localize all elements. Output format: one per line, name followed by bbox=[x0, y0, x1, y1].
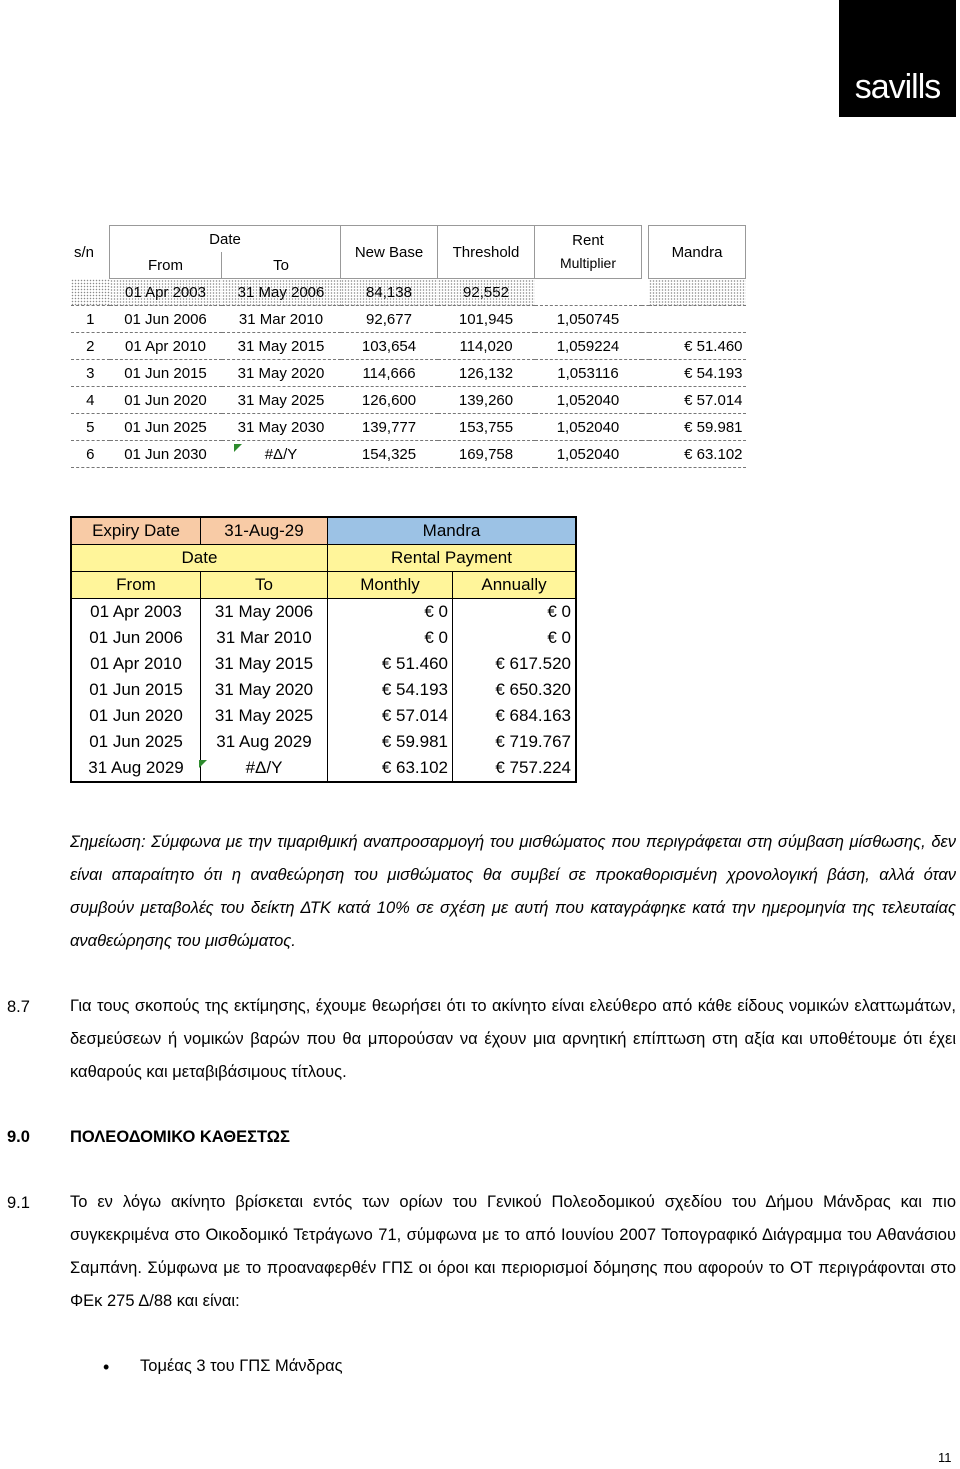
section-9-1-text: Το εν λόγω ακίνητο βρίσκεται εντός των ορίων του Γενικού Πολεοδομικού σχεδίου του Δήμου Μάνδρας και πιο συγκεκριμένα στο Οικοδομικό Τετράγωνο 71, σύμφωνα με το από Ιουνίου 2007 Τοπογραφικό Διάγραμμα του Αθανάσιου Σαμπάνη. Σύμφωνα με το προαναφερθέν ΓΠΣ οι όροι και περιορισμοί δόμησης που αφορούν το ΟΤ περιγράφονται στο ΦΕκ 275 Δ/88 και είναι: bbox=[70, 1193, 956, 1310]
table-row bbox=[71, 651, 576, 677]
table-row bbox=[71, 387, 746, 414]
cell-from: 31 Aug 2029 bbox=[71, 755, 201, 782]
cell-multiplier: 1,052040 bbox=[535, 414, 642, 441]
cell-threshold: 126,132 bbox=[438, 360, 535, 387]
cell-from: 01 Jun 2025 bbox=[110, 414, 222, 441]
rent-review-table bbox=[71, 225, 746, 468]
cell-from: 01 Jun 2006 bbox=[110, 306, 222, 333]
cell-from: 01 Jun 2020 bbox=[110, 387, 222, 414]
cell-to: 31 May 2015 bbox=[222, 333, 341, 360]
cell-annually: € 0 bbox=[453, 599, 577, 626]
cell-multiplier: 1,052040 bbox=[535, 441, 642, 468]
cell-monthly: € 63.102 bbox=[328, 755, 453, 782]
cell-from: 01 Jun 2015 bbox=[110, 360, 222, 387]
section-number: 9.1 bbox=[7, 1194, 30, 1212]
cell-threshold: 139,260 bbox=[438, 387, 535, 414]
date-header: Date bbox=[71, 545, 328, 572]
note-paragraph: Σημείωση: Σύμφωνα με την τιμαριθμική αναπροσαρμογή του μισθώματος που περιγράφεται στη σύμβαση μίσθωσης, δεν είναι απαραίτητο ότι η αναθεώρηση του μισθώματος θα συμβεί σε προκαθορισμένη χρονολογική βάση, αλλά όταν συμβούν μεταβολές του δείκτη ΔΤΚ κατά 10% σε σχέση με αυτή που καταγράφηκε κατά την ημερομηνία της τελευταίας αναθεώρησης του μισθώματος. bbox=[70, 833, 956, 950]
from-header: From bbox=[71, 572, 201, 599]
table-row bbox=[71, 333, 746, 360]
cell-to: 31 Aug 2029 bbox=[201, 729, 328, 755]
section-8-7-text: Για τους σκοπούς της εκτίμησης, έχουμε θεωρήσει ότι το ακίνητο είναι ελεύθερο από κάθε είδους νομικών ελαττωμάτων, δεσμεύσεων ή νομικών βαρών που θα μπορούσαν να έχουν μια αρνητική επίπτωση στη αξία και υποθέτουμε ότι έχει καθαρούς και μεταβιβάσιμους τίτλους. bbox=[70, 997, 956, 1081]
header-mandra: Mandra bbox=[649, 226, 746, 279]
cell-from: 01 Apr 2003 bbox=[71, 599, 201, 626]
cell-sn: 3 bbox=[71, 360, 110, 387]
cell-new-base: 103,654 bbox=[341, 333, 438, 360]
expiry-label: Expiry Date bbox=[71, 517, 201, 545]
cell-to: #Δ/Υ bbox=[222, 441, 341, 468]
base-to: 31 May 2006 bbox=[222, 279, 341, 306]
table-row bbox=[71, 625, 576, 651]
cell-from: 01 Jun 2025 bbox=[71, 729, 201, 755]
cell-sn: 5 bbox=[71, 414, 110, 441]
header-threshold: Threshold bbox=[438, 226, 535, 279]
cell-mandra: € 54.193 bbox=[649, 360, 746, 387]
savills-logo bbox=[839, 0, 956, 117]
cell-annually: € 719.767 bbox=[453, 729, 577, 755]
cell-monthly: € 57.014 bbox=[328, 703, 453, 729]
cell-mandra: € 57.014 bbox=[649, 387, 746, 414]
cell-from: 01 Apr 2010 bbox=[110, 333, 222, 360]
cell-annually: € 684.163 bbox=[453, 703, 577, 729]
cell-to: 31 May 2025 bbox=[201, 703, 328, 729]
mandra-header: Mandra bbox=[328, 517, 577, 545]
cell-from: 01 Jun 2015 bbox=[71, 677, 201, 703]
cell-mandra: € 59.981 bbox=[649, 414, 746, 441]
header-rent: Rent bbox=[572, 231, 604, 249]
table-row bbox=[71, 306, 746, 333]
cell-mandra bbox=[649, 306, 746, 333]
cell-sn: 1 bbox=[71, 306, 110, 333]
base-threshold: 92,552 bbox=[438, 279, 535, 306]
to-header: To bbox=[201, 572, 328, 599]
table-row bbox=[71, 360, 746, 387]
base-from: 01 Apr 2003 bbox=[110, 279, 222, 306]
header-sn: s/n bbox=[74, 243, 95, 261]
cell-new-base: 114,666 bbox=[341, 360, 438, 387]
bullet-item: Τομέας 3 του ΓΠΣ Μάνδρας bbox=[140, 1357, 343, 1375]
cell-annually: € 0 bbox=[453, 625, 577, 651]
cell-sn: 6 bbox=[71, 441, 110, 468]
cell-from: 01 Apr 2010 bbox=[71, 651, 201, 677]
header-rent-multiplier bbox=[535, 226, 642, 279]
cell-monthly: € 0 bbox=[328, 625, 453, 651]
header-from: From bbox=[110, 252, 222, 279]
table-row bbox=[71, 441, 746, 468]
expiry-value: 31-Aug-29 bbox=[201, 517, 328, 545]
cell-from: 01 Jun 2006 bbox=[71, 625, 201, 651]
cell-multiplier: 1,050745 bbox=[535, 306, 642, 333]
cell-from: 01 Jun 2030 bbox=[110, 441, 222, 468]
cell-annually: € 650.320 bbox=[453, 677, 577, 703]
cell-to: 31 May 2020 bbox=[222, 360, 341, 387]
cell-to: 31 May 2030 bbox=[222, 414, 341, 441]
section-number: 8.7 bbox=[7, 998, 30, 1016]
cell-multiplier: 1,059224 bbox=[535, 333, 642, 360]
page-number: 11 bbox=[938, 1450, 952, 1465]
cell-new-base: 92,677 bbox=[341, 306, 438, 333]
cell-from: 01 Jun 2020 bbox=[71, 703, 201, 729]
cell-sn: 2 bbox=[71, 333, 110, 360]
header-date: Date bbox=[110, 226, 341, 253]
cell-mandra: € 63.102 bbox=[649, 441, 746, 468]
section-number: 9.0 bbox=[7, 1128, 30, 1146]
cell-threshold: 101,945 bbox=[438, 306, 535, 333]
monthly-header: Monthly bbox=[328, 572, 453, 599]
cell-to: #Δ/Υ bbox=[201, 755, 328, 782]
section-heading: ΠΟΛΕΟΔΟΜΙΚΟ ΚΑΘΕΣΤΩΣ bbox=[70, 1128, 290, 1146]
cell-annually: € 757.224 bbox=[453, 755, 577, 782]
cell-monthly: € 59.981 bbox=[328, 729, 453, 755]
cell-new-base: 126,600 bbox=[341, 387, 438, 414]
cell-threshold: 114,020 bbox=[438, 333, 535, 360]
table-row bbox=[71, 599, 576, 626]
cell-monthly: € 54.193 bbox=[328, 677, 453, 703]
cell-sn: 4 bbox=[71, 387, 110, 414]
header-to: To bbox=[222, 252, 341, 279]
cell-to: 31 May 2020 bbox=[201, 677, 328, 703]
annually-header: Annually bbox=[453, 572, 577, 599]
cell-monthly: € 0 bbox=[328, 599, 453, 626]
rental-payment-header: Rental Payment bbox=[328, 545, 577, 572]
cell-multiplier: 1,053116 bbox=[535, 360, 642, 387]
table-row bbox=[71, 414, 746, 441]
cell-to: 31 Mar 2010 bbox=[222, 306, 341, 333]
header-multiplier: Multiplier bbox=[559, 254, 616, 271]
cell-to: 31 May 2025 bbox=[222, 387, 341, 414]
cell-threshold: 169,758 bbox=[438, 441, 535, 468]
bullet-icon: • bbox=[103, 1357, 110, 1377]
cell-new-base: 139,777 bbox=[341, 414, 438, 441]
table-row bbox=[71, 729, 576, 755]
table-row bbox=[71, 755, 576, 782]
cell-threshold: 153,755 bbox=[438, 414, 535, 441]
cell-to: 31 Mar 2010 bbox=[201, 625, 328, 651]
table-row bbox=[71, 703, 576, 729]
cell-to: 31 May 2015 bbox=[201, 651, 328, 677]
cell-to: 31 May 2006 bbox=[201, 599, 328, 626]
table-row bbox=[71, 677, 576, 703]
mandra-rental-table bbox=[70, 516, 577, 783]
comment-marker-icon bbox=[234, 444, 242, 452]
cell-multiplier: 1,052040 bbox=[535, 387, 642, 414]
base-new-base: 84,138 bbox=[341, 279, 438, 306]
cell-mandra: € 51.460 bbox=[649, 333, 746, 360]
cell-monthly: € 51.460 bbox=[328, 651, 453, 677]
comment-marker-icon bbox=[199, 760, 207, 768]
cell-new-base: 154,325 bbox=[341, 441, 438, 468]
logo-text: savills bbox=[854, 68, 941, 106]
cell-annually: € 617.520 bbox=[453, 651, 577, 677]
header-new-base: New Base bbox=[341, 226, 438, 279]
